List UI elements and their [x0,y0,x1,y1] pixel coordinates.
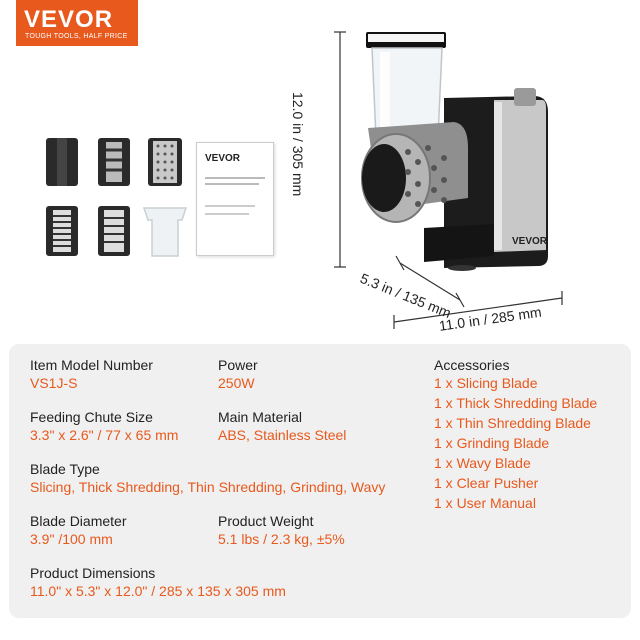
chute-label: Feeding Chute Size [30,409,153,425]
accessory-item: 1 x Wavy Blade [434,455,531,471]
accessory-item: 1 x Grinding Blade [434,435,550,451]
height-dimension-label: 12.0 in / 305 mm [290,92,306,197]
wavy-blade-image [98,206,130,256]
accessories-title: Accessories [434,357,510,373]
model-value: VS1J-S [30,375,78,391]
brand-name: VEVOR [24,6,114,33]
grinding-blade-image [148,138,182,186]
accessory-item: 1 x Thick Shredding Blade [434,395,598,411]
model-label: Item Model Number [30,357,153,373]
accessory-item: 1 x User Manual [434,495,536,511]
blade-type-label: Blade Type [30,461,100,477]
thick-shredding-blade-image [98,138,130,186]
user-manual-image [196,142,274,256]
accessory-item: 1 x Thin Shredding Blade [434,415,591,431]
blade-accessories-illustration [36,128,196,268]
chute-value: 3.3" x 2.6" / 77 x 65 mm [30,427,179,443]
material-label: Main Material [218,409,303,425]
clear-pusher-image [144,208,186,256]
material-value: ABS, Stainless Steel [218,427,347,443]
weight-value: 5.1 lbs / 2.3 kg, ±5% [218,531,345,547]
depth-dimension-label: 5.3 in / 135 mm [358,270,454,321]
chute-lid [366,32,446,48]
brand-tagline: TOUGH TOOLS, HALF PRICE [25,33,128,40]
weight-label: Product Weight [218,513,314,529]
salad-maker-product-image [344,28,564,278]
blade-type-value: Slicing, Thick Shredding, Thin Shredding, Grinding, Wavy [30,479,386,495]
blade-diameter-label: Blade Diameter [30,513,127,529]
power-value: 250W [218,375,255,391]
product-dimensions-value: 11.0" x 5.3" x 12.0" / 285 x 135 x 305 mm [30,583,286,599]
slicing-blade-image [46,138,78,186]
product-dimensions-label: Product Dimensions [30,565,156,581]
svg-text:VEVOR: VEVOR [512,236,548,247]
power-label: Power [218,357,258,373]
accessory-item: 1 x Slicing Blade [434,375,538,391]
thin-shredding-blade-image [46,206,78,256]
width-dimension-label: 11.0 in / 285 mm [438,303,543,334]
manual-brand: VEVOR [205,153,241,164]
blade-diameter-value: 3.9" /100 mm [30,531,113,547]
accessory-item: 1 x Clear Pusher [434,475,539,491]
vevor-logo [16,0,138,46]
